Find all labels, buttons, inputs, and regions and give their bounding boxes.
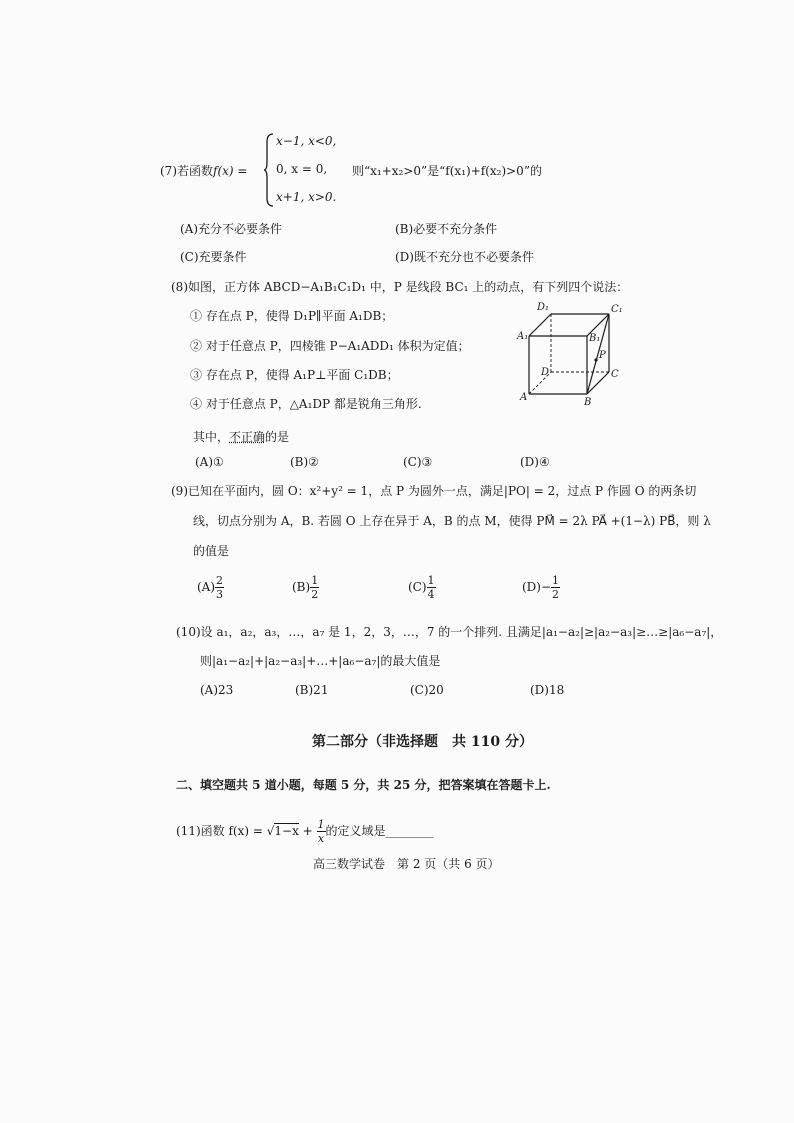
label-d: D [541, 367, 550, 378]
q9-option-d[interactable]: (D)− $\frac{1}{2}$ [522, 574, 560, 601]
q7-brace [263, 132, 275, 208]
label-c1: C₁ [611, 304, 623, 315]
q9-option-a[interactable]: (A) $\frac{2}{3}$ [197, 574, 224, 601]
q8-option-c[interactable]: (C)③ [403, 455, 433, 469]
q7-option-b[interactable]: (B)必要不充分条件 [395, 222, 498, 236]
q11-stem: (11)函数 f(x) = √1−x + $\frac{1}{x}$ 的定义域是________ [176, 818, 434, 845]
part-two-heading: 第二部分（非选择题 共 110 分） [312, 734, 533, 750]
label-a: A [520, 392, 528, 403]
q10-option-d[interactable]: (D)18 [530, 683, 565, 697]
q9-line-3: 的值是 [193, 544, 230, 558]
q8-option-a[interactable]: (A)① [195, 455, 224, 469]
q9-line-1: (9)已知在平面内，圆 O：x²+y² = 1，点 P 为圆外一点，满足|PO| = 2，过点 P 作圆 O 的两条切 [171, 484, 697, 498]
q9-line-2: 线，切点分别为 A，B. 若圆 O 上存在异于 A，B 的点 M，使得 PM⃗ = 2λ PA⃗ +(1−λ) PB⃗，则 λ [193, 514, 711, 528]
label-d1: D₁ [537, 302, 550, 313]
q9-option-c[interactable]: (C) $\frac{1}{4}$ [408, 574, 435, 601]
label-a1: A₁ [517, 331, 529, 342]
label-c: C [611, 369, 619, 380]
q9-option-b[interactable]: (B) $\frac{1}{2}$ [292, 574, 319, 601]
q7-case2: 0, x = 0, [276, 162, 328, 176]
q8-statement-4: ④ 对于任意点 P，△A₁DP 都是锐角三角形. [190, 397, 422, 411]
label-b1: B₁ [589, 333, 601, 344]
q7-case3: x+1, x>0. [276, 190, 337, 204]
q10-option-b[interactable]: (B)21 [295, 683, 329, 697]
cube-figure [515, 298, 635, 410]
label-p: P [599, 350, 606, 361]
q8-statement-1: ① 存在点 P，使得 D₁P∥平面 A₁DB； [190, 309, 394, 323]
q10-option-c[interactable]: (C)20 [410, 683, 444, 697]
q7-option-d[interactable]: (D)既不充分也不必要条件 [395, 250, 534, 264]
q8-option-d[interactable]: (D)④ [520, 455, 550, 469]
label-b: B [584, 397, 592, 408]
q10-line-1: (10)设 a₁，a₂，a₃，…，a₇ 是 1，2，3，…，7 的一个排列. 且满足|a₁−a₂|≥|a₂−a₃|≥…≥|a₆−a₇|， [176, 625, 723, 639]
sqrt-sign: √ [266, 824, 275, 838]
q7-condition: 则“x₁+x₂>0”是“f(x₁)+f(x₂)>0”的 [352, 164, 542, 178]
q7-prefix: (7)若函数f(x) = [160, 164, 248, 178]
q8-question: 其中，不正确的是 [193, 430, 290, 444]
q8-statement-3: ③ 存在点 P，使得 A₁P⊥平面 C₁DB； [190, 368, 399, 382]
q10-line-2: 则|a₁−a₂|+|a₂−a₃|+…+|a₆−a₇|的最大值是 [200, 654, 441, 668]
q8-stem: (8)如图，正方体 ABCD−A₁B₁C₁D₁ 中，P 是线段 BC₁ 上的动点，有下列四个说法： [171, 280, 629, 294]
section-fill-in-heading: 二、填空题共 5 道小题，每题 5 分，共 25 分，把答案填在答题卡上. [176, 778, 551, 792]
q7-option-c[interactable]: (C)充要条件 [180, 250, 247, 264]
q7-option-a[interactable]: (A)充分不必要条件 [180, 222, 283, 236]
page-footer: 高三数学试卷 第 2 页（共 6 页） [313, 857, 500, 871]
q8-option-b[interactable]: (B)② [290, 455, 319, 469]
q10-option-a[interactable]: (A)23 [200, 683, 234, 697]
q7-case1: x−1, x<0, [276, 134, 337, 148]
q8-statement-2: ② 对于任意点 P，四棱锥 P−A₁ADD₁ 体积为定值； [190, 339, 470, 353]
